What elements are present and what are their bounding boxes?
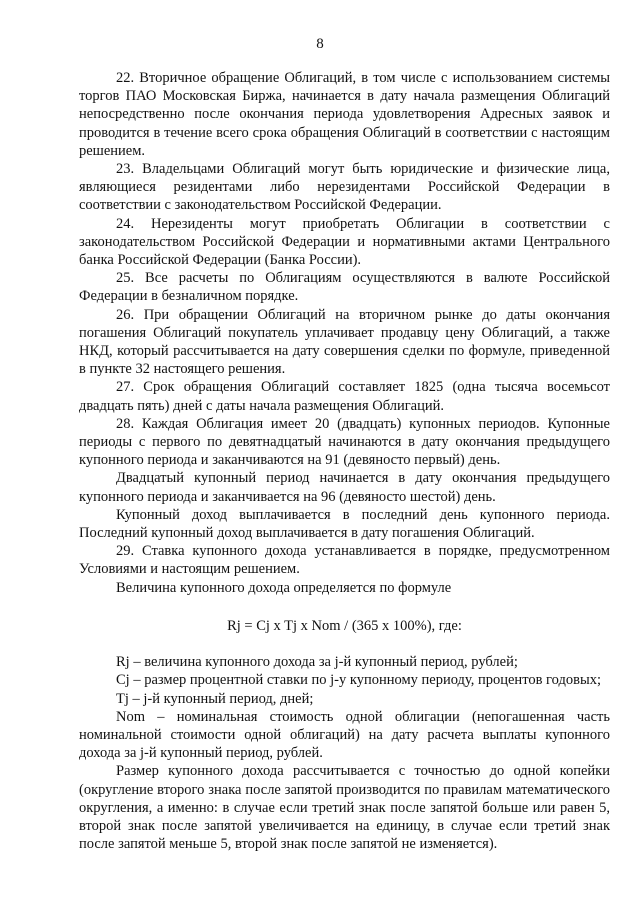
page-number: 8 <box>316 36 324 52</box>
paragraph-28-coupon-payment: Купонный доход выплачивается в последний день купонного периода. Последний купонный доход выплачивается в дату погашения Облигаций. <box>79 506 610 542</box>
paragraph-26: 26. При обращении Облигаций на вторичном рынке до даты окончания погашения Облигаций покупатель уплачивает продавцу цену Облигаций, а также НКД, который рассчитывается на дату совершения сделки по формуле, приведенной в пункте 32 настоящего решения. <box>79 306 610 378</box>
paragraph-28-twentieth-period: Двадцатый купонный период начинается в дату окончания предыдущего купонного периода и заканчивается на 96 (девяносто шестой) день. <box>79 470 610 505</box>
formula-intro: Величина купонного дохода определяется по формуле <box>116 579 452 596</box>
definition-nom: Nom – номинальная стоимость одной облигации (непогашенная часть номинальной стоимости одной облигаций) на дату расчета выплаты купонного дохода за j-й купонный период, рублей. <box>79 708 610 762</box>
paragraph-22: 22. Вторичное обращение Облигаций, в том числе с использованием системы торгов ПАО Московская Биржа, начинается в дату начала размещения Облигаций непосредственно после окончания периода удовлетворения Адресных заявок и проводится в течение всего срока обращения Облигаций в соответствии с настоящим решением. <box>79 70 610 159</box>
document-body <box>79 69 610 853</box>
paragraph-25: 25. Все расчеты по Облигациям осуществляются в валюте Российской Федерации в безналичном порядке. <box>79 270 610 305</box>
paragraph-27: 27. Срок обращения Облигаций составляет 1825 (одна тысяча восемьсот двадцать пять) дней с даты начала размещения Облигаций. <box>79 379 610 414</box>
paragraph-24: 24. Нерезиденты могут приобретать Облигации в соответствии с законодательством Российской Федерации и нормативными актами Центрального банка Российской Федерации (Банка России). <box>79 215 610 269</box>
coupon-formula: Rj = Cj x Tj x Nom / (365 x 100%), где: <box>227 617 462 634</box>
rounding-rule: Размер купонного дохода рассчитывается с точностью до одной копейки (округление второго знака после запятой производится по правилам математического округления, а именно: в случае если третий знак после запятой больше или равен 5, второй знак после запятой увеличивается на единицу, в случае если третий знак после запятой меньше 5, второй знак после запятой не изменяется). <box>79 763 610 853</box>
paragraph-29: 29. Ставка купонного дохода устанавливается в порядке, предусмотренном Условиями и настоящим решением. <box>79 543 610 578</box>
paragraph-23: 23. Владельцами Облигаций могут быть юридические и физические лица, являющиеся резидентами либо нерезидентами Российской Федерации в соответствии с законодательством Российской Федерации. <box>79 161 610 214</box>
definition-rj: Rj – величина купонного дохода за j-й купонный период, рублей; <box>116 654 518 671</box>
definition-tj: Tj – j-й купонный период, дней; <box>116 690 314 707</box>
paragraph-28: 28. Каждая Облигация имеет 20 (двадцать) купонных периодов. Купонные периоды с первого по девятнадцатый начинаются в дату окончания предыдущего купонного периода и заканчиваются на 91 (девяносто первый) день. <box>79 415 610 469</box>
definition-cj: Cj – размер процентной ставки по j-у купонному периоду, процентов годовых; <box>116 672 601 689</box>
